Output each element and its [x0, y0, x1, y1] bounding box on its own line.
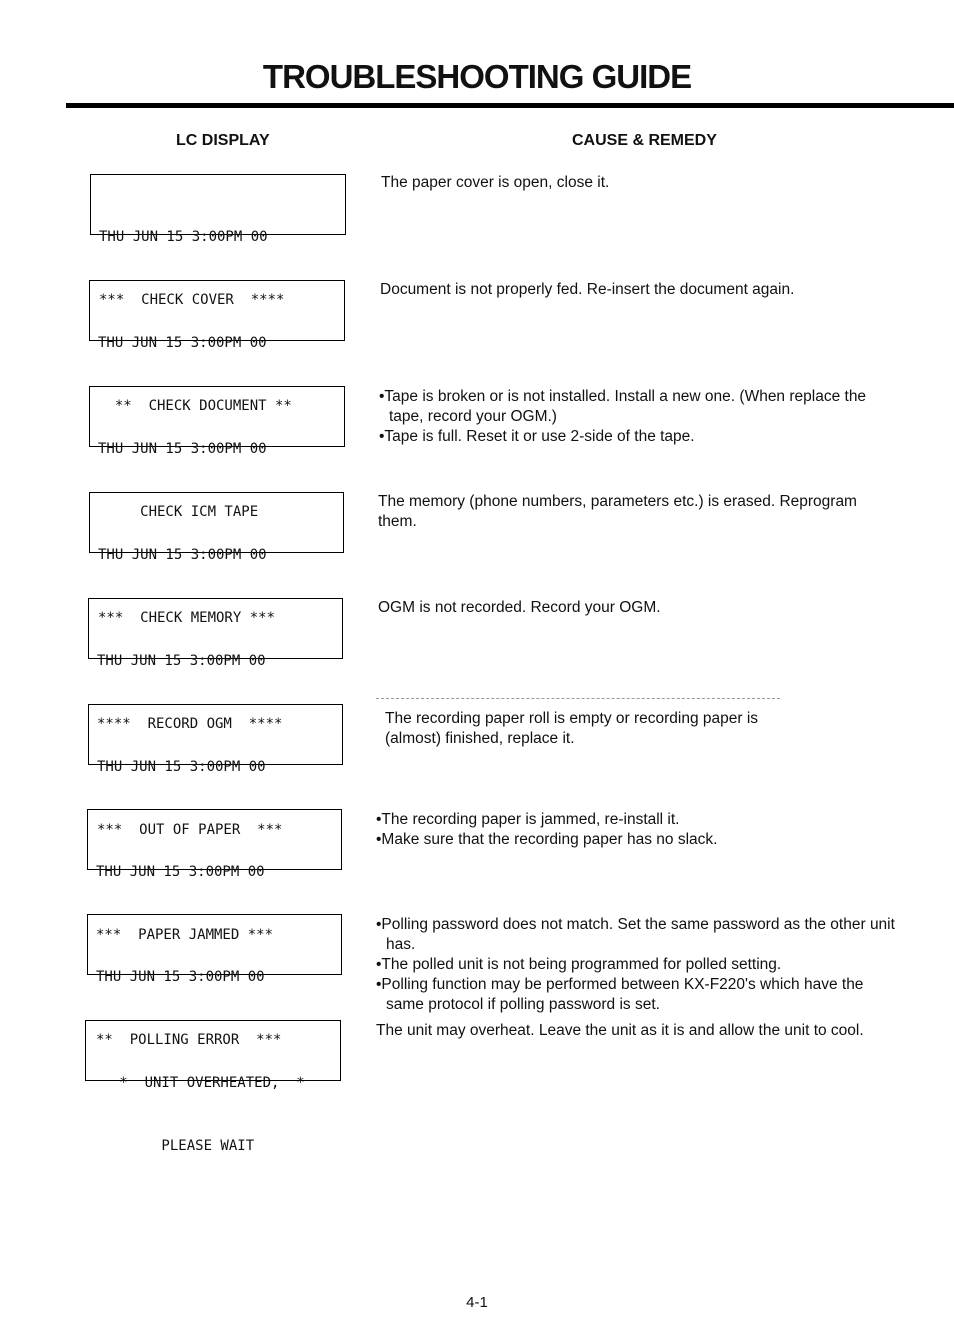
lcd-line: **** RECORD OGM ****: [97, 716, 283, 732]
lcd-display-unit-overheated: [85, 1020, 341, 1154]
lcd-display-paper-jammed: [87, 809, 342, 943]
remedy-text: OGM is not recorded. Record your OGM.: [378, 599, 661, 616]
lcd-line: THU JUN 15 3:00PM 00: [98, 335, 267, 351]
remedy-paper-jammed: [376, 810, 896, 850]
remedy-bullet: •The recording paper is jammed, re-install it.: [376, 811, 680, 828]
lcd-display-check-document: [89, 280, 345, 414]
column-header-lc-display: LC DISPLAY: [176, 132, 270, 149]
remedy-text: Document is not properly fed. Re-insert the document again.: [380, 281, 795, 298]
lcd-display-check-memory: [89, 492, 344, 626]
lcd-line: THU JUN 15 3:00PM 00: [96, 969, 265, 985]
lcd-display-out-of-paper: [88, 704, 343, 838]
remedy-text: The unit may overheat. Leave the unit as it is and allow the unit to cool.: [376, 1022, 864, 1039]
page-number: 4-1: [466, 1294, 488, 1311]
lcd-line: PLEASE WAIT: [94, 1138, 255, 1154]
remedy-text: The memory (phone numbers, parameters etc.) is erased. Reprogram them.: [378, 493, 857, 530]
lcd-line: THU JUN 15 3:00PM 00: [96, 864, 265, 880]
lcd-line: * UNIT OVERHEATED, *: [94, 1075, 305, 1091]
remedy-out-of-paper: [385, 709, 785, 749]
remedy-bullet: •Polling function may be performed between KX-F220's which have the same protocol if polling password is set.: [376, 976, 864, 1013]
lcd-line: ** POLLING ERROR ***: [96, 1032, 282, 1048]
remedy-check-icm-tape: [379, 387, 899, 447]
lcd-display-check-icm-tape: [89, 386, 345, 520]
remedy-check-memory: [378, 492, 898, 532]
lcd-line: *** CHECK COVER ****: [99, 292, 285, 308]
lcd-display-polling-error: [87, 914, 342, 1048]
lcd-line: THU JUN 15 3:00PM 00: [97, 759, 266, 775]
lcd-display-record-ogm: [88, 598, 343, 732]
lcd-display-check-cover: [90, 174, 346, 308]
lcd-line: ** CHECK DOCUMENT **: [98, 398, 292, 414]
lcd-line: CHECK ICM TAPE: [98, 504, 259, 520]
lcd-line: *** OUT OF PAPER ***: [97, 822, 283, 838]
remedy-check-cover: [381, 173, 901, 193]
scan-artifact-dashes: [376, 698, 780, 705]
remedy-bullet: •The polled unit is not being programmed for polled setting.: [376, 956, 782, 973]
remedy-text: The paper cover is open, close it.: [381, 174, 610, 191]
lcd-line: *** PAPER JAMMED ***: [96, 927, 274, 943]
lcd-line: THU JUN 15 3:00PM 00: [99, 229, 268, 245]
remedy-check-document: [380, 280, 900, 300]
remedy-bullet: •Polling password does not match. Set the same password as the other unit has.: [376, 916, 895, 953]
title-rule: [66, 103, 954, 108]
lcd-line: THU JUN 15 3:00PM 00: [97, 653, 266, 669]
page-title: TROUBLESHOOTING GUIDE: [262, 58, 692, 95]
lcd-line: THU JUN 15 3:00PM 00: [98, 441, 267, 457]
remedy-bullet: •Tape is broken or is not installed. Install a new one. (When replace the tape, record your OGM.): [379, 388, 867, 425]
remedy-bullet: •Make sure that the recording paper has no slack.: [376, 831, 718, 848]
lcd-line: THU JUN 15 3:00PM 00: [98, 547, 267, 563]
remedy-record-ogm: [378, 598, 898, 618]
remedy-text: The recording paper roll is empty or recording paper is (almost) finished, replace it.: [385, 710, 759, 747]
column-header-cause-remedy: CAUSE & REMEDY: [572, 132, 717, 149]
remedy-polling-error: [376, 915, 896, 1015]
remedy-unit-overheated: [376, 1021, 916, 1041]
remedy-bullet: •Tape is full. Reset it or use 2-side of the tape.: [379, 428, 695, 445]
lcd-line: *** CHECK MEMORY ***: [98, 610, 276, 626]
